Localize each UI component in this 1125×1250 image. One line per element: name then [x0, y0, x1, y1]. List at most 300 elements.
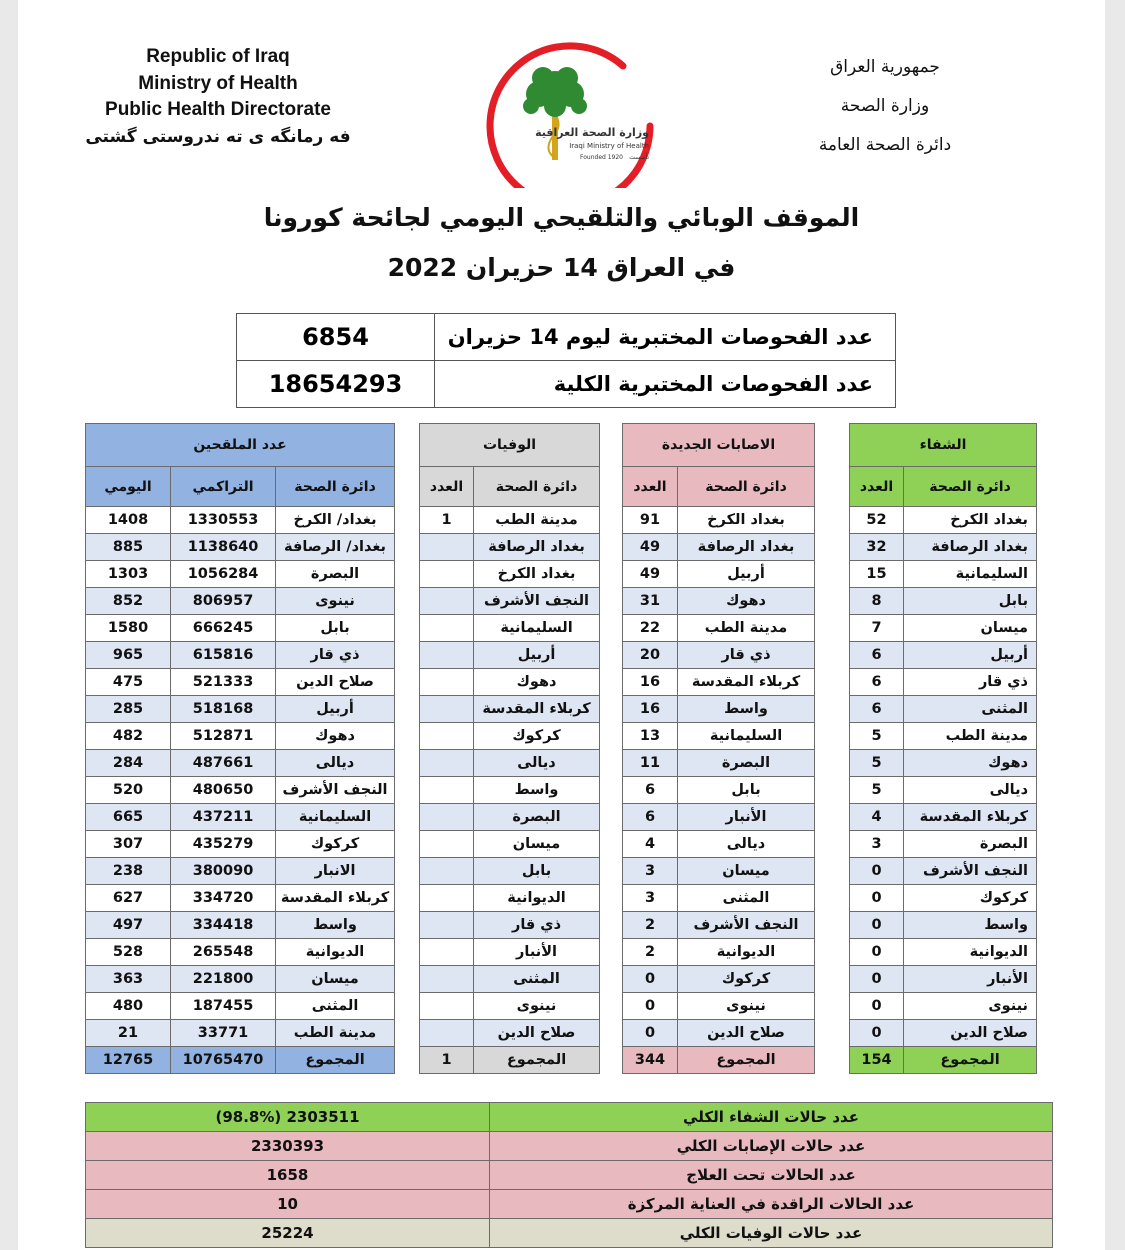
deaths-row [420, 534, 600, 561]
infections-dept-cell: السليمانية [678, 723, 815, 750]
infections-dept-cell: ميسان [678, 858, 815, 885]
vaccinated-daily-cell: 627 [86, 885, 171, 912]
vaccinated-cumulative-cell: 435279 [171, 831, 276, 858]
header-directorate-en: Public Health Directorate [105, 99, 331, 120]
infections-total-label: المجموع [678, 1047, 815, 1074]
deaths-count-cell [420, 669, 474, 696]
infections-row [623, 561, 815, 588]
recovery-count-cell: 4 [850, 804, 904, 831]
deaths-row [420, 507, 600, 534]
vaccinated-row [86, 642, 395, 669]
recovery-row [850, 777, 1037, 804]
recovery-dept-cell: المثنى [904, 696, 1037, 723]
recovery-count-cell: 6 [850, 696, 904, 723]
deaths-dept-cell: النجف الأشرف [474, 588, 600, 615]
infections-row [623, 642, 815, 669]
deaths-total-label: المجموع [474, 1047, 600, 1074]
deaths-dept-cell: الديوانية [474, 885, 600, 912]
infections-row [623, 534, 815, 561]
deaths-row [420, 615, 600, 642]
infections-row [623, 885, 815, 912]
vaccinated-daily-cell: 475 [86, 669, 171, 696]
deaths-count-cell [420, 588, 474, 615]
header-ministry-en: Ministry of Health [138, 72, 298, 94]
deaths-row [420, 669, 600, 696]
ministry-logo [473, 18, 663, 188]
recovery-total-value: 154 [850, 1047, 904, 1074]
infections-dept-cell: دهوك [678, 588, 815, 615]
recovery-count-cell: 0 [850, 858, 904, 885]
vaccinated-row [86, 858, 395, 885]
vaccinated-total-label: المجموع [276, 1047, 395, 1074]
recovery-row [850, 507, 1037, 534]
deaths-count-cell: 1 [420, 507, 474, 534]
summary-row [86, 1219, 1053, 1248]
deaths-count-cell [420, 696, 474, 723]
infections-total-value: 344 [623, 1047, 678, 1074]
deaths-dept-cell: واسط [474, 777, 600, 804]
vaccinated-dept-cell: بغداد/ الكرخ [276, 507, 395, 534]
summary-label: عدد الحالات تحت العلاج [490, 1161, 1053, 1190]
vaccinated-cumulative-cell: 1056284 [171, 561, 276, 588]
infections-dept-cell: صلاح الدين [678, 1020, 815, 1047]
deaths-count-cell [420, 993, 474, 1020]
recovery-dept-cell: النجف الأشرف [904, 858, 1037, 885]
infections-header: الاصابات الجديدة [623, 424, 815, 467]
infections-row [623, 993, 815, 1020]
recovery-dept-cell: بغداد الرصافة [904, 534, 1037, 561]
deaths-count-cell [420, 750, 474, 777]
recovery-count-cell: 32 [850, 534, 904, 561]
header-english [78, 44, 358, 150]
header-country-en: Republic of Iraq [146, 46, 290, 67]
infections-row [623, 507, 815, 534]
deaths-row [420, 831, 600, 858]
vaccinated-cumulative-cell: 380090 [171, 858, 276, 885]
deaths-count-cell [420, 858, 474, 885]
svg-text:وزارة الصحة العراقية: وزارة الصحة العراقية [535, 126, 649, 139]
deaths-col-dept: دائرة الصحة [474, 467, 600, 507]
vaccinated-dept-cell: دهوك [276, 723, 395, 750]
vaccinated-cumulative-cell: 221800 [171, 966, 276, 993]
daily-tests-label: عدد الفحوصات المختبرية ليوم 14 حزيران [435, 314, 896, 361]
vaccinated-row [86, 885, 395, 912]
vaccinated-daily-cell: 307 [86, 831, 171, 858]
vaccinated-daily-cell: 852 [86, 588, 171, 615]
vaccinated-header: عدد الملقحين [86, 424, 395, 467]
vaccinated-row [86, 912, 395, 939]
infections-count-cell: 3 [623, 885, 678, 912]
recovery-dept-cell: ديالى [904, 777, 1037, 804]
recovery-row [850, 561, 1037, 588]
infections-count-cell: 31 [623, 588, 678, 615]
deaths-header: الوفيات [420, 424, 600, 467]
summary-row [86, 1132, 1053, 1161]
infections-row [623, 615, 815, 642]
vaccinated-dept-cell: نينوى [276, 588, 395, 615]
svg-text:Founded 1920: Founded 1920 [580, 154, 623, 161]
infections-count-cell: 13 [623, 723, 678, 750]
recovery-dept-cell: الديوانية [904, 939, 1037, 966]
infections-row [623, 723, 815, 750]
header-arabic [785, 48, 985, 165]
deaths-row [420, 777, 600, 804]
deaths-col-count: العدد [420, 467, 474, 507]
deaths-count-cell [420, 615, 474, 642]
summary-value: 2330393 [86, 1132, 490, 1161]
daily-tests-row [237, 314, 896, 361]
vaccinated-cumulative-cell: 437211 [171, 804, 276, 831]
recovery-dept-cell: واسط [904, 912, 1037, 939]
infections-dept-cell: المثنى [678, 885, 815, 912]
infections-dept-cell: أربيل [678, 561, 815, 588]
infections-dept-cell: كركوك [678, 966, 815, 993]
summary-label: عدد الحالات الراقدة في العناية المركزة [490, 1190, 1053, 1219]
infections-count-cell: 49 [623, 534, 678, 561]
infections-count-cell: 2 [623, 912, 678, 939]
deaths-count-cell [420, 777, 474, 804]
deaths-row [420, 885, 600, 912]
svg-text:Iraqi Ministry of Health: Iraqi Ministry of Health [569, 142, 649, 150]
vaccinated-cumulative-cell: 1138640 [171, 534, 276, 561]
recovery-dept-cell: مدينة الطب [904, 723, 1037, 750]
vaccinated-cumulative-cell: 518168 [171, 696, 276, 723]
deaths-count-cell [420, 804, 474, 831]
recovery-row [850, 750, 1037, 777]
vaccinated-row [86, 507, 395, 534]
deaths-count-cell [420, 939, 474, 966]
vaccinated-cumulative-cell: 666245 [171, 615, 276, 642]
recovery-total-label: المجموع [904, 1047, 1037, 1074]
vaccinated-row [86, 939, 395, 966]
vaccinated-row [86, 534, 395, 561]
vaccinated-total-daily: 12765 [86, 1047, 171, 1074]
summary-value: 1658 [86, 1161, 490, 1190]
recovery-dept-cell: بغداد الكرخ [904, 507, 1037, 534]
recovery-dept-cell: كربلاء المقدسة [904, 804, 1037, 831]
deaths-count-cell [420, 561, 474, 588]
summary-label: عدد حالات الإصابات الكلي [490, 1132, 1053, 1161]
recovery-row [850, 669, 1037, 696]
infections-dept-cell: نينوى [678, 993, 815, 1020]
deaths-dept-cell: مدينة الطب [474, 507, 600, 534]
deaths-dept-cell: ذي قار [474, 912, 600, 939]
deaths-row [420, 939, 600, 966]
deaths-dept-cell: السليمانية [474, 615, 600, 642]
vaccinated-dept-cell: كربلاء المقدسة [276, 885, 395, 912]
deaths-row [420, 642, 600, 669]
summary-row [86, 1103, 1053, 1132]
vaccinated-daily-cell: 885 [86, 534, 171, 561]
deaths-dept-cell: البصرة [474, 804, 600, 831]
infections-row [623, 588, 815, 615]
vaccinated-row [86, 750, 395, 777]
vaccinated-row [86, 966, 395, 993]
recovery-row [850, 534, 1037, 561]
infections-dept-cell: واسط [678, 696, 815, 723]
vaccinated-row [86, 993, 395, 1020]
deaths-count-cell [420, 966, 474, 993]
deaths-dept-cell: بغداد الرصافة [474, 534, 600, 561]
recovery-dept-cell: السليمانية [904, 561, 1037, 588]
infections-col-dept: دائرة الصحة [678, 467, 815, 507]
recovery-count-cell: 0 [850, 885, 904, 912]
vaccinated-daily-cell: 285 [86, 696, 171, 723]
recovery-count-cell: 6 [850, 669, 904, 696]
deaths-row [420, 858, 600, 885]
infections-row [623, 939, 815, 966]
infections-count-cell: 16 [623, 696, 678, 723]
vaccinated-dept-cell: المثنى [276, 993, 395, 1020]
recovery-row [850, 831, 1037, 858]
recovery-row [850, 804, 1037, 831]
vaccinated-dept-cell: واسط [276, 912, 395, 939]
vaccinated-dept-cell: ديالى [276, 750, 395, 777]
vaccinated-row [86, 588, 395, 615]
vaccinated-cumulative-cell: 615816 [171, 642, 276, 669]
vaccinated-total-cumulative: 10765470 [171, 1047, 276, 1074]
total-tests-value: 18654293 [237, 361, 435, 408]
vaccinated-row [86, 561, 395, 588]
recovery-count-cell: 5 [850, 777, 904, 804]
total-tests-label: عدد الفحوصات المختبرية الكلية [435, 361, 896, 408]
recovery-row [850, 615, 1037, 642]
vaccinated-row [86, 831, 395, 858]
recovery-count-cell: 6 [850, 642, 904, 669]
deaths-dept-cell: ميسان [474, 831, 600, 858]
vaccinated-dept-cell: مدينة الطب [276, 1020, 395, 1047]
vaccinated-dept-cell: أربيل [276, 696, 395, 723]
recovery-count-cell: 5 [850, 723, 904, 750]
infections-col-count: العدد [623, 467, 678, 507]
infections-row [623, 750, 815, 777]
deaths-dept-cell: ديالى [474, 750, 600, 777]
summary-value: 25224 [86, 1219, 490, 1248]
infections-count-cell: 6 [623, 804, 678, 831]
recovery-row [850, 993, 1037, 1020]
summary-row [86, 1190, 1053, 1219]
recovery-dept-cell: دهوك [904, 750, 1037, 777]
vaccinated-col-cumulative: التراكمي [171, 467, 276, 507]
deaths-dept-cell: بابل [474, 858, 600, 885]
deaths-count-cell [420, 831, 474, 858]
deaths-dept-cell: بغداد الكرخ [474, 561, 600, 588]
deaths-count-cell [420, 885, 474, 912]
infections-row [623, 912, 815, 939]
infections-dept-cell: الأنبار [678, 804, 815, 831]
deaths-row [420, 993, 600, 1020]
vaccinated-row [86, 669, 395, 696]
header-country-ar: جمهورية العراق [830, 57, 940, 77]
vaccinated-daily-cell: 1408 [86, 507, 171, 534]
vaccinated-cumulative-cell: 33771 [171, 1020, 276, 1047]
recovery-count-cell: 0 [850, 912, 904, 939]
vaccinated-dept-cell: بغداد/ الرصافة [276, 534, 395, 561]
total-tests-row [237, 361, 896, 408]
deaths-row [420, 966, 600, 993]
summary-value: 10 [86, 1190, 490, 1219]
infections-count-cell: 2 [623, 939, 678, 966]
infections-dept-cell: ذي قار [678, 642, 815, 669]
vaccinated-cumulative-cell: 187455 [171, 993, 276, 1020]
vaccinated-daily-cell: 1303 [86, 561, 171, 588]
vaccinated-dept-cell: صلاح الدين [276, 669, 395, 696]
deaths-count-cell [420, 912, 474, 939]
vaccinated-daily-cell: 21 [86, 1020, 171, 1047]
deaths-dept-cell: نينوى [474, 993, 600, 1020]
recovery-dept-cell: ميسان [904, 615, 1037, 642]
report-title: الموقف الوبائي والتلقيحي اليومي لجائحة كورونا [263, 203, 860, 232]
infections-row [623, 966, 815, 993]
svg-text:تأسست: تأسست [629, 154, 649, 161]
recovery-dept-cell: صلاح الدين [904, 1020, 1037, 1047]
header-directorate-ar: دائرة الصحة العامة [818, 135, 952, 155]
vaccinated-cumulative-cell: 512871 [171, 723, 276, 750]
vaccinated-row [86, 804, 395, 831]
deaths-dept-cell: كربلاء المقدسة [474, 696, 600, 723]
vaccinated-cumulative-cell: 487661 [171, 750, 276, 777]
deaths-row [420, 1020, 600, 1047]
recovery-dept-cell: ذي قار [904, 669, 1037, 696]
vaccinated-dept-cell: الانبار [276, 858, 395, 885]
vaccinated-row [86, 1020, 395, 1047]
recovery-count-cell: 15 [850, 561, 904, 588]
recovery-col-dept: دائرة الصحة [904, 467, 1037, 507]
infections-count-cell: 91 [623, 507, 678, 534]
vaccinated-daily-cell: 284 [86, 750, 171, 777]
recovery-table [849, 423, 1037, 1074]
recovery-row [850, 966, 1037, 993]
header-directorate-ku: فه رمانگه ی ته ندروستی گشتی [85, 126, 351, 147]
vaccinated-cumulative-cell: 521333 [171, 669, 276, 696]
recovery-col-count: العدد [850, 467, 904, 507]
infections-dept-cell: بابل [678, 777, 815, 804]
infections-count-cell: 22 [623, 615, 678, 642]
recovery-row [850, 723, 1037, 750]
deaths-row [420, 804, 600, 831]
recovery-row [850, 858, 1037, 885]
infections-dept-cell: ديالى [678, 831, 815, 858]
vaccinated-cumulative-cell: 265548 [171, 939, 276, 966]
recovery-count-cell: 0 [850, 966, 904, 993]
infections-count-cell: 3 [623, 858, 678, 885]
vaccinated-daily-cell: 482 [86, 723, 171, 750]
vaccinated-col-dept: دائرة الصحة [276, 467, 395, 507]
vaccinated-dept-cell: كركوك [276, 831, 395, 858]
recovery-count-cell: 0 [850, 993, 904, 1020]
infections-dept-cell: كربلاء المقدسة [678, 669, 815, 696]
infections-table [622, 423, 815, 1074]
deaths-count-cell [420, 534, 474, 561]
vaccinated-row [86, 723, 395, 750]
deaths-count-cell [420, 1020, 474, 1047]
recovery-header: الشفاء [850, 424, 1037, 467]
vaccinated-daily-cell: 528 [86, 939, 171, 966]
recovery-count-cell: 5 [850, 750, 904, 777]
infections-row [623, 831, 815, 858]
infections-dept-cell: الديوانية [678, 939, 815, 966]
report-date: في العراق 14 حزيران 2022 [387, 253, 736, 282]
deaths-dept-cell: دهوك [474, 669, 600, 696]
daily-tests-value: 6854 [237, 314, 435, 361]
recovery-count-cell: 8 [850, 588, 904, 615]
recovery-row [850, 912, 1037, 939]
vaccinated-daily-cell: 1580 [86, 615, 171, 642]
recovery-row [850, 885, 1037, 912]
infections-dept-cell: النجف الأشرف [678, 912, 815, 939]
deaths-count-cell [420, 642, 474, 669]
vaccinated-cumulative-cell: 806957 [171, 588, 276, 615]
recovery-dept-cell: بابل [904, 588, 1037, 615]
infections-count-cell: 0 [623, 966, 678, 993]
deaths-row [420, 561, 600, 588]
deaths-total-value: 1 [420, 1047, 474, 1074]
deaths-count-cell [420, 723, 474, 750]
vaccinated-daily-cell: 363 [86, 966, 171, 993]
deaths-row [420, 723, 600, 750]
recovery-dept-cell: الأنبار [904, 966, 1037, 993]
infections-row [623, 1020, 815, 1047]
deaths-row [420, 750, 600, 777]
vaccinated-daily-cell: 497 [86, 912, 171, 939]
infections-count-cell: 6 [623, 777, 678, 804]
infections-count-cell: 16 [623, 669, 678, 696]
vaccinated-daily-cell: 665 [86, 804, 171, 831]
recovery-row [850, 1020, 1037, 1047]
deaths-dept-cell: المثنى [474, 966, 600, 993]
vaccinated-dept-cell: الديوانية [276, 939, 395, 966]
summary-label: عدد حالات الوفيات الكلي [490, 1219, 1053, 1248]
infections-count-cell: 20 [623, 642, 678, 669]
infections-count-cell: 11 [623, 750, 678, 777]
summary-value: 2303511 (98.8%) [86, 1103, 490, 1132]
vaccinated-dept-cell: ميسان [276, 966, 395, 993]
deaths-table [419, 423, 600, 1074]
vaccinated-cumulative-cell: 480650 [171, 777, 276, 804]
infections-dept-cell: مدينة الطب [678, 615, 815, 642]
recovery-count-cell: 0 [850, 939, 904, 966]
vaccinated-cumulative-cell: 1330553 [171, 507, 276, 534]
infections-row [623, 777, 815, 804]
infections-row [623, 858, 815, 885]
recovery-row [850, 588, 1037, 615]
vaccinated-cumulative-cell: 334418 [171, 912, 276, 939]
recovery-dept-cell: أربيل [904, 642, 1037, 669]
report-page [18, 0, 1105, 1250]
infections-count-cell: 0 [623, 1020, 678, 1047]
vaccinated-dept-cell: البصرة [276, 561, 395, 588]
vaccinated-dept-cell: ذي قار [276, 642, 395, 669]
infections-dept-cell: البصرة [678, 750, 815, 777]
summary-table [85, 1102, 1053, 1248]
deaths-row [420, 696, 600, 723]
recovery-dept-cell: البصرة [904, 831, 1037, 858]
vaccinated-daily-cell: 238 [86, 858, 171, 885]
deaths-dept-cell: صلاح الدين [474, 1020, 600, 1047]
vaccinated-dept-cell: السليمانية [276, 804, 395, 831]
recovery-row [850, 696, 1037, 723]
vaccinated-col-daily: اليومي [86, 467, 171, 507]
vaccinated-daily-cell: 520 [86, 777, 171, 804]
infections-dept-cell: بغداد الرصافة [678, 534, 815, 561]
recovery-row [850, 642, 1037, 669]
vaccinated-row [86, 777, 395, 804]
deaths-dept-cell: كركوك [474, 723, 600, 750]
vaccinated-table [85, 423, 395, 1074]
recovery-count-cell: 52 [850, 507, 904, 534]
vaccinated-daily-cell: 480 [86, 993, 171, 1020]
summary-row [86, 1161, 1053, 1190]
